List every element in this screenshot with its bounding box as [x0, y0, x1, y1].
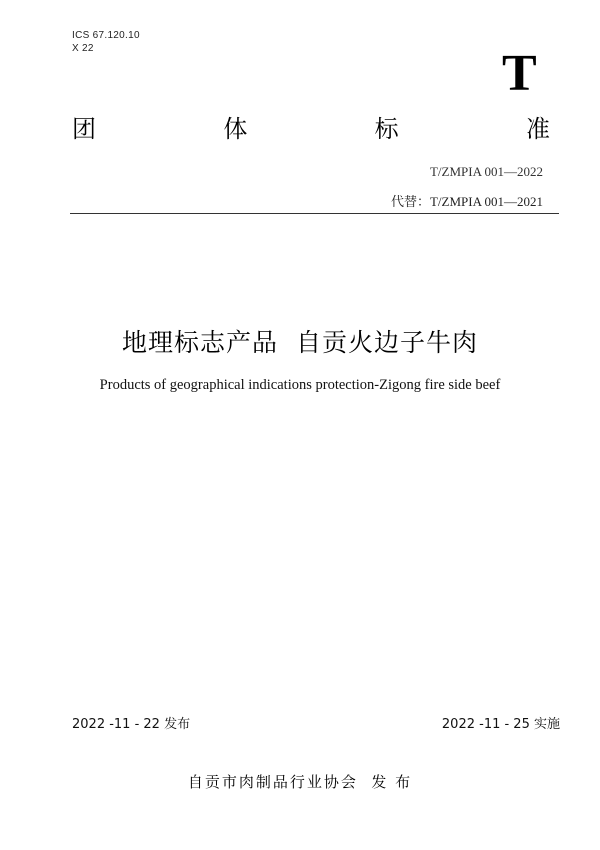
standard-type-char: 标: [374, 115, 399, 143]
replaces-number: T/ZMPIA 001—2021: [429, 194, 543, 209]
title-english: Products of geographical indications protection-Zigong fire side beef: [99, 377, 501, 393]
ccs-code: X 22: [72, 43, 94, 54]
standard-letter: T: [502, 45, 537, 102]
implementation-date: 2022 -11 - 25 实施: [441, 717, 560, 732]
standard-number: T/ZMPIA 001—2022: [429, 164, 543, 179]
issue-date: 2022 -11 - 22 发布: [72, 717, 191, 732]
title-chinese: 地理标志产品 自贡火边子牛肉: [122, 328, 478, 357]
ics-code: ICS 67.120.10: [72, 30, 140, 41]
standard-type-char: 准: [525, 115, 550, 143]
standard-type-char: 体: [223, 115, 248, 143]
publisher: 自贡市肉制品行业协会 发 布: [187, 773, 413, 791]
replaces-row: [391, 194, 543, 211]
replaces-label: 代替：: [390, 195, 430, 210]
header-divider: [70, 213, 559, 214]
classification-codes: [72, 29, 140, 55]
standard-type-heading: [72, 114, 550, 144]
standard-type-char: 团: [72, 115, 96, 143]
